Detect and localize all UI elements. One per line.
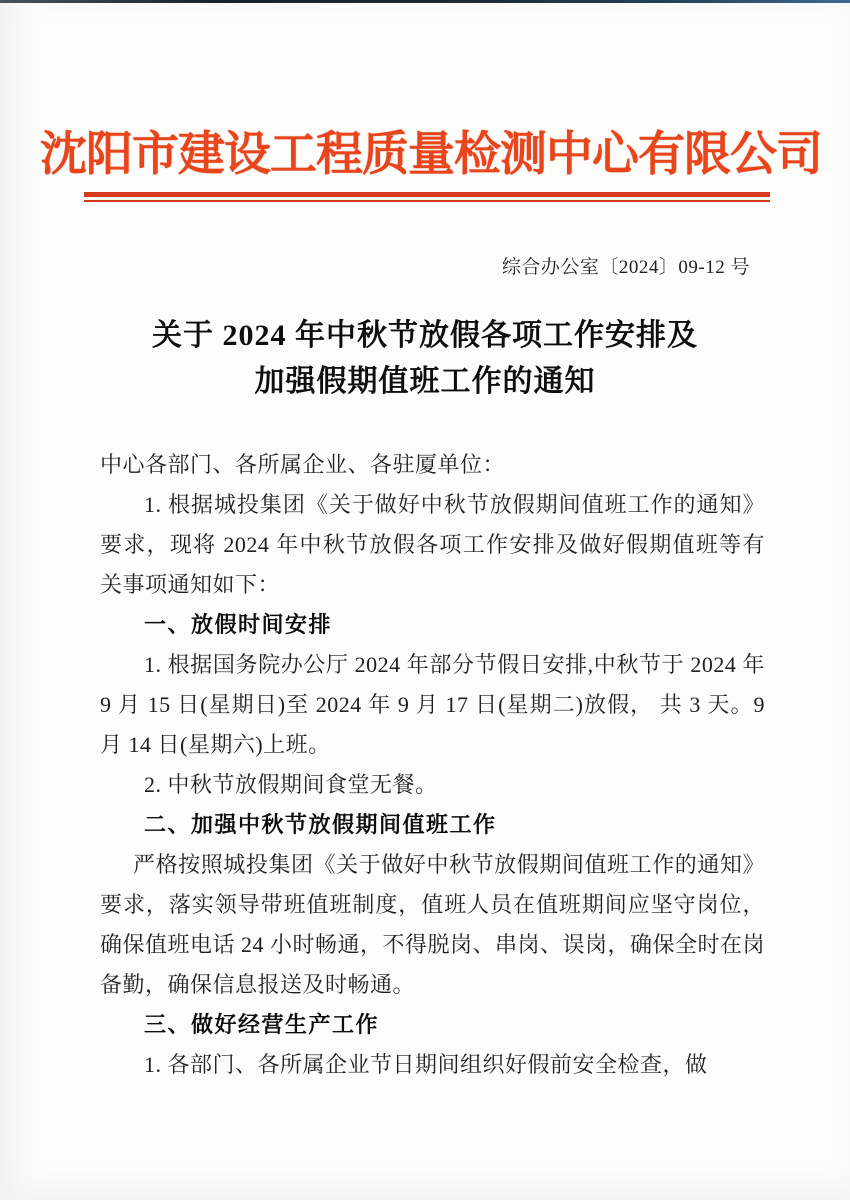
notice-title-line2: 加强假期值班工作的通知 (254, 364, 596, 398)
company-name-header: 沈阳市建设工程质量检测中心有限公司 (40, 129, 822, 181)
paragraph-canteen-notice: 2. 中秋节放假期间食堂无餐。 (144, 771, 438, 797)
notice-title-line1: 关于 2024 年中秋节放假各项工作安排及 (152, 318, 698, 352)
paragraph-intro: 1. 根据城投集团《关于做好中秋节放假期间值班工作的通知》要求，现将 2024 年中秋节放假各项工作安排及做好假期值班等有关事项通知如下： (100, 491, 765, 597)
paragraph-safety-check: 1. 各部门、各所属企业节日期间组织好假前安全检查，做 (144, 1051, 708, 1077)
notice-body (100, 445, 765, 1085)
paragraph-holiday-schedule: 1. 根据国务院办公厅 2024 年部分节假日安排,中秋节于 2024 年 9 月 15 日(星期日)至 2024 年 9 月 17 日(星期二)放假， 共 3 天。9 月 14 日(星期六)上班。 (100, 651, 765, 757)
salutation: 中心各部门、各所属企业、各驻厦单位： (100, 451, 506, 477)
section-heading-1: 一、放假时间安排 (144, 611, 333, 637)
section-heading-3: 三、做好经营生产工作 (144, 1011, 380, 1037)
document-number: 综合办公室〔2024〕09-12 号 (501, 256, 750, 278)
header-divider-rule (84, 192, 770, 202)
notice-title (0, 313, 850, 405)
scan-top-edge (0, 0, 850, 3)
paragraph-duty-requirements: 严格按照城投集团《关于做好中秋节放假期间值班工作的通知》要求，落实领导带班值班制度，值班人员在值班期间应坚守岗位，确保值班电话 24 小时畅通，不得脱岗、串岗、误岗，确保全时在岗备勤，确保信息报送及时畅通。 (100, 851, 766, 997)
section-heading-2: 二、加强中秋节放假期间值班工作 (144, 811, 497, 837)
